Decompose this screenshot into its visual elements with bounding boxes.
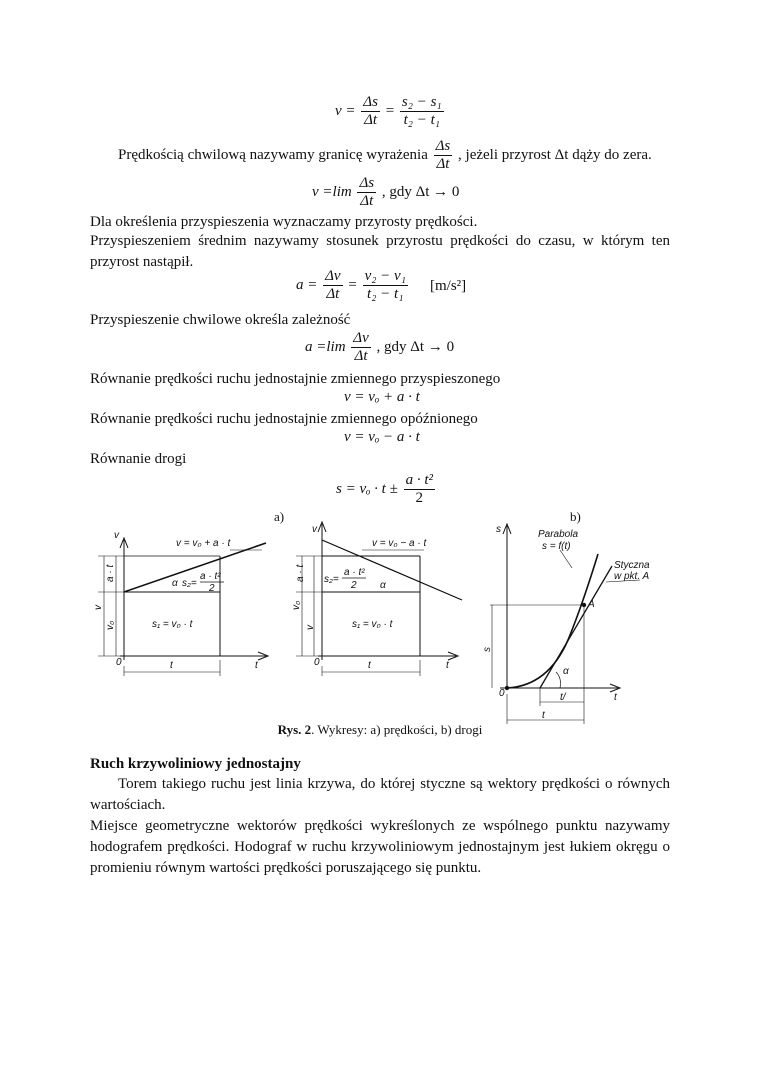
g2-v-axis: v — [312, 524, 317, 535]
g1-t-label: t — [170, 660, 173, 671]
fraction: $\frac{\Delta s}{\Delta t}$ — [435, 138, 451, 172]
text-srednie: Przyspieszeniem średnim nazywamy stosunek przyrostu prędkości do czasu, w którym ten przyrost nastąpił. — [90, 233, 670, 270]
g2-at-label: a · t — [295, 564, 306, 582]
eq-opozniony: v = vₒ − a · t — [344, 429, 420, 445]
figure-label-b: b) — [570, 509, 581, 524]
g2-t-axis: t — [446, 660, 449, 671]
g1-s2-num: a · t² — [200, 571, 221, 582]
g3-t-label: t — [542, 710, 545, 721]
g3-t-half: t/ — [560, 692, 566, 703]
text-chwilowe-a: Przyspieszenie chwilowe określa zależność — [90, 312, 351, 328]
paragraph-1: Torem takiego ruchu jest linia krzywa, do której styczne są wektory prędkości o równych wartościach. — [90, 776, 670, 813]
g1-v-label: v — [93, 605, 104, 610]
fraction: $\frac{\Delta v}{\Delta t}$ — [325, 268, 341, 302]
section-heading: Ruch krzywoliniowy jednostajny — [90, 756, 301, 772]
g2-alpha: α — [380, 580, 386, 591]
eq-acceleration-limit: a =lim $\frac{\Delta v}{\Delta t}$ , gdy Δt → 0 — [305, 330, 455, 364]
g1-s2-den: 2 — [209, 583, 215, 594]
g3-point: A — [588, 599, 595, 610]
paragraph-2: Miejsce geometryczne wektorów prędkości wykreślonych ze wspólnego punktu nazywamy hodografem prędkości. Hodograf w ruchu krzywoliniowym jednostajnym jest łukiem okręgu o promieniu równym wartości prędkości poruszającego się punktu. — [90, 818, 670, 876]
g3-s-label: s — [482, 647, 493, 652]
g3-alpha: α — [563, 666, 569, 677]
unit-label: [m/s²] — [430, 278, 467, 294]
g3-tangent1: Styczna — [614, 560, 650, 571]
g1-s1-label: s₁ = v₀ · t — [152, 619, 193, 630]
g2-s2-num: a · t² — [344, 567, 365, 578]
g2-s2-label: s₂= — [324, 574, 339, 585]
text-opozniony: Równanie prędkości ruchu jednostajnie zmiennego opóźnionego — [90, 411, 478, 427]
g1-t-axis: t — [255, 660, 258, 671]
g2-line-label: v = v₀ − a · t — [372, 538, 427, 549]
figure-label-a: a) — [274, 509, 285, 524]
eq-average-acceleration: a = $\frac{\Delta v}{\Delta t}$ = $\frac{\text{v₂ − v₁}}{\text{t₂ − t₁}}$ — [296, 268, 406, 302]
chwilowa-sentence: Prędkością chwilową nazywamy granicę wyrażenia $\frac{\Delta s}{\Delta t}$ , jeżeli przyrost Δt dąży do zera. — [118, 138, 652, 172]
g2-v-label: v — [305, 625, 316, 630]
text-przyspieszony: Równanie prędkości ruchu jednostajnie zmiennego przyspieszonego — [90, 371, 501, 387]
g3-parabola1: Parabola — [538, 529, 579, 540]
eq-lhs: v = — [335, 102, 356, 119]
g1-v-axis: v — [114, 530, 119, 541]
g1-v0-label: v₀ — [105, 620, 116, 630]
g1-origin: 0 — [116, 657, 122, 668]
g2-s2-den: 2 — [351, 580, 357, 591]
eq-average-velocity: v = $\frac{\Delta s}{\Delta t}$ = $\frac{\text{s₂ − s₁}}{\text{t₂ − t₁}}$ — [335, 94, 442, 128]
text-okreslenie: Dla określenia przyspieszenia wyznaczamy przyrosty prędkości. — [90, 214, 478, 230]
eq-droga: s = vₒ · t ± $\frac{\text{a · t²}}{2}$ — [336, 472, 433, 506]
fraction: $\frac{\Delta s}{\Delta t}$ — [363, 94, 378, 128]
g2-t-label: t — [368, 660, 371, 671]
g3-tangent2: w pkt. A — [614, 571, 650, 582]
figure-graphs — [0, 510, 760, 730]
g2-s1-label: s₁ = v₀ · t — [352, 619, 393, 630]
g1-alpha: α — [172, 578, 178, 589]
figure-caption: Rys. 2. Wykresy: a) prędkości, b) drogi — [277, 722, 483, 737]
g1-line-label: v = v₀ + a · t — [176, 538, 231, 549]
g2-v0-label: v₀ — [291, 600, 302, 610]
fraction: $\frac{\Delta s}{\Delta t}$ — [359, 175, 375, 209]
eq-przyspieszony: v = vₒ + a · t — [344, 389, 420, 405]
fraction: $\frac{\text{v₂ − v₁}}{\text{t₂ − t₁}}$ — [364, 268, 406, 302]
fraction: $\frac{\text{a · t²}}{2}$ — [405, 472, 433, 506]
g3-origin: 0 — [499, 688, 505, 699]
g1-at-label: a · t — [105, 564, 116, 582]
g1-s2-label: s₂= — [182, 578, 197, 589]
velocity-graph-accelerated — [98, 538, 268, 676]
text-droga: Równanie drogi — [90, 451, 187, 467]
g2-origin: 0 — [314, 657, 320, 668]
fraction: $\frac{\text{s₂ − s₁}}{\text{t₂ − t₁}}$ — [401, 94, 442, 128]
eq-velocity-limit: v =lim $\frac{\Delta s}{\Delta t}$ , gdy Δt → 0 — [312, 175, 460, 209]
g3-parabola2: s = f(t) — [542, 541, 571, 552]
g3-t-axis: t — [614, 692, 617, 703]
fraction: $\frac{\Delta v}{\Delta t}$ — [353, 330, 369, 364]
g3-s-axis: s — [496, 524, 501, 535]
